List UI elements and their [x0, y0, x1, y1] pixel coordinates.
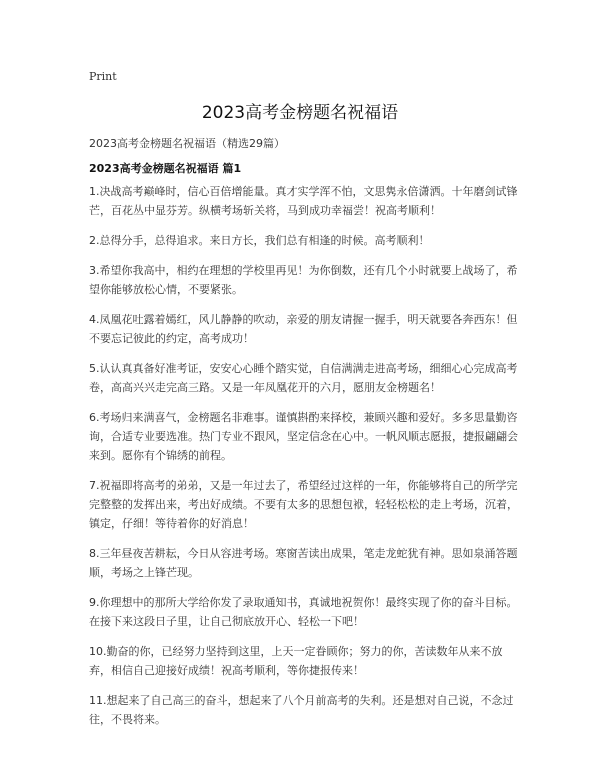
blessing-entry: 3.希望你我高中，相约在理想的学校里再见！为你倒数，还有几个小时就要上战场了，希望你能够放松心情，不要紧张。: [89, 264, 518, 296]
blessing-entry: 10.勤奋的你，已经努力坚持到这里，上天一定眷顾你；努力的你，苦读数年从来不放弃，相信自己迎接好成绩！祝高考顺利，等你捷报传来！: [89, 645, 503, 677]
blessing-entry: 8.三年昼夜苦耕耘，今日从容进考场。寒窗苦读出成果，笔走龙蛇犹有神。思如泉涌答题顺，考场之上锋芒现。: [89, 547, 518, 579]
blessing-entry: 9.你理想中的那所大学给你发了录取通知书，真诚地祝贺你！最终实现了你的奋斗目标。在接下来这段日子里，让自己彻底放开心、轻松一下吧！: [89, 596, 518, 628]
blessing-entry: 7.祝福即将高考的弟弟，又是一年过去了，希望经过这样的一年，你能够将自己的所学完完整整的发挥出来，考出好成绩。不要有太多的思想包袱，轻轻松松的走上考场，沉着，镇定，仔细！等待着你的好消息！: [89, 479, 518, 530]
blessing-entry: 6.考场归来满喜气，金榜题名非难事。谨慎斟酌来择校，兼顾兴趣和爱好。多多思量勤咨询，合适专业要选准。热门专业不跟风，坚定信念在心中。一帆风顺志愿报，捷报翩翩会来到。愿你有个锦绣的前程。: [89, 411, 518, 462]
blessing-entry: 11.想起来了自己高三的奋斗，想起来了八个月前高考的失利。还是想对自己说，不念过往，不畏将来。: [89, 694, 514, 726]
blessing-entry: 2.总得分手，总得追求。来日方长，我们总有相逢的时候。高考顺利！: [89, 234, 430, 247]
page-title: 2023高考金榜题名祝福语: [201, 103, 399, 123]
blessing-list: [89, 182, 519, 740]
section-heading: 2023高考金榜题名祝福语 篇1: [89, 162, 242, 175]
blessing-entry: 5.认认真真备好准考证，安安心心睡个踏实觉，自信满满走进高考场，细细心心完成高考卷，高高兴兴走完高三路。又是一年凤凰花开的六月，愿朋友金榜题名！: [89, 362, 518, 394]
document-subtitle: 2023高考金榜题名祝福语（精选29篇）: [89, 137, 285, 150]
print-label[interactable]: Print: [89, 70, 117, 83]
blessing-entry: 1.决战高考巅峰时，信心百倍增能量。真才实学浑不怕，文思隽永倍潇洒。十年磨剑试锋芒，百花丛中显芬芳。纵横考场斩关将，马到成功幸福尝！祝高考顺利！: [89, 185, 518, 217]
blessing-entry: 4.凤凰花吐露着嫣红，风儿静静的吹动，亲爱的朋友请握一握手，明天就要各奔西东！但不要忘记彼此的约定，高考成功！: [89, 313, 518, 345]
